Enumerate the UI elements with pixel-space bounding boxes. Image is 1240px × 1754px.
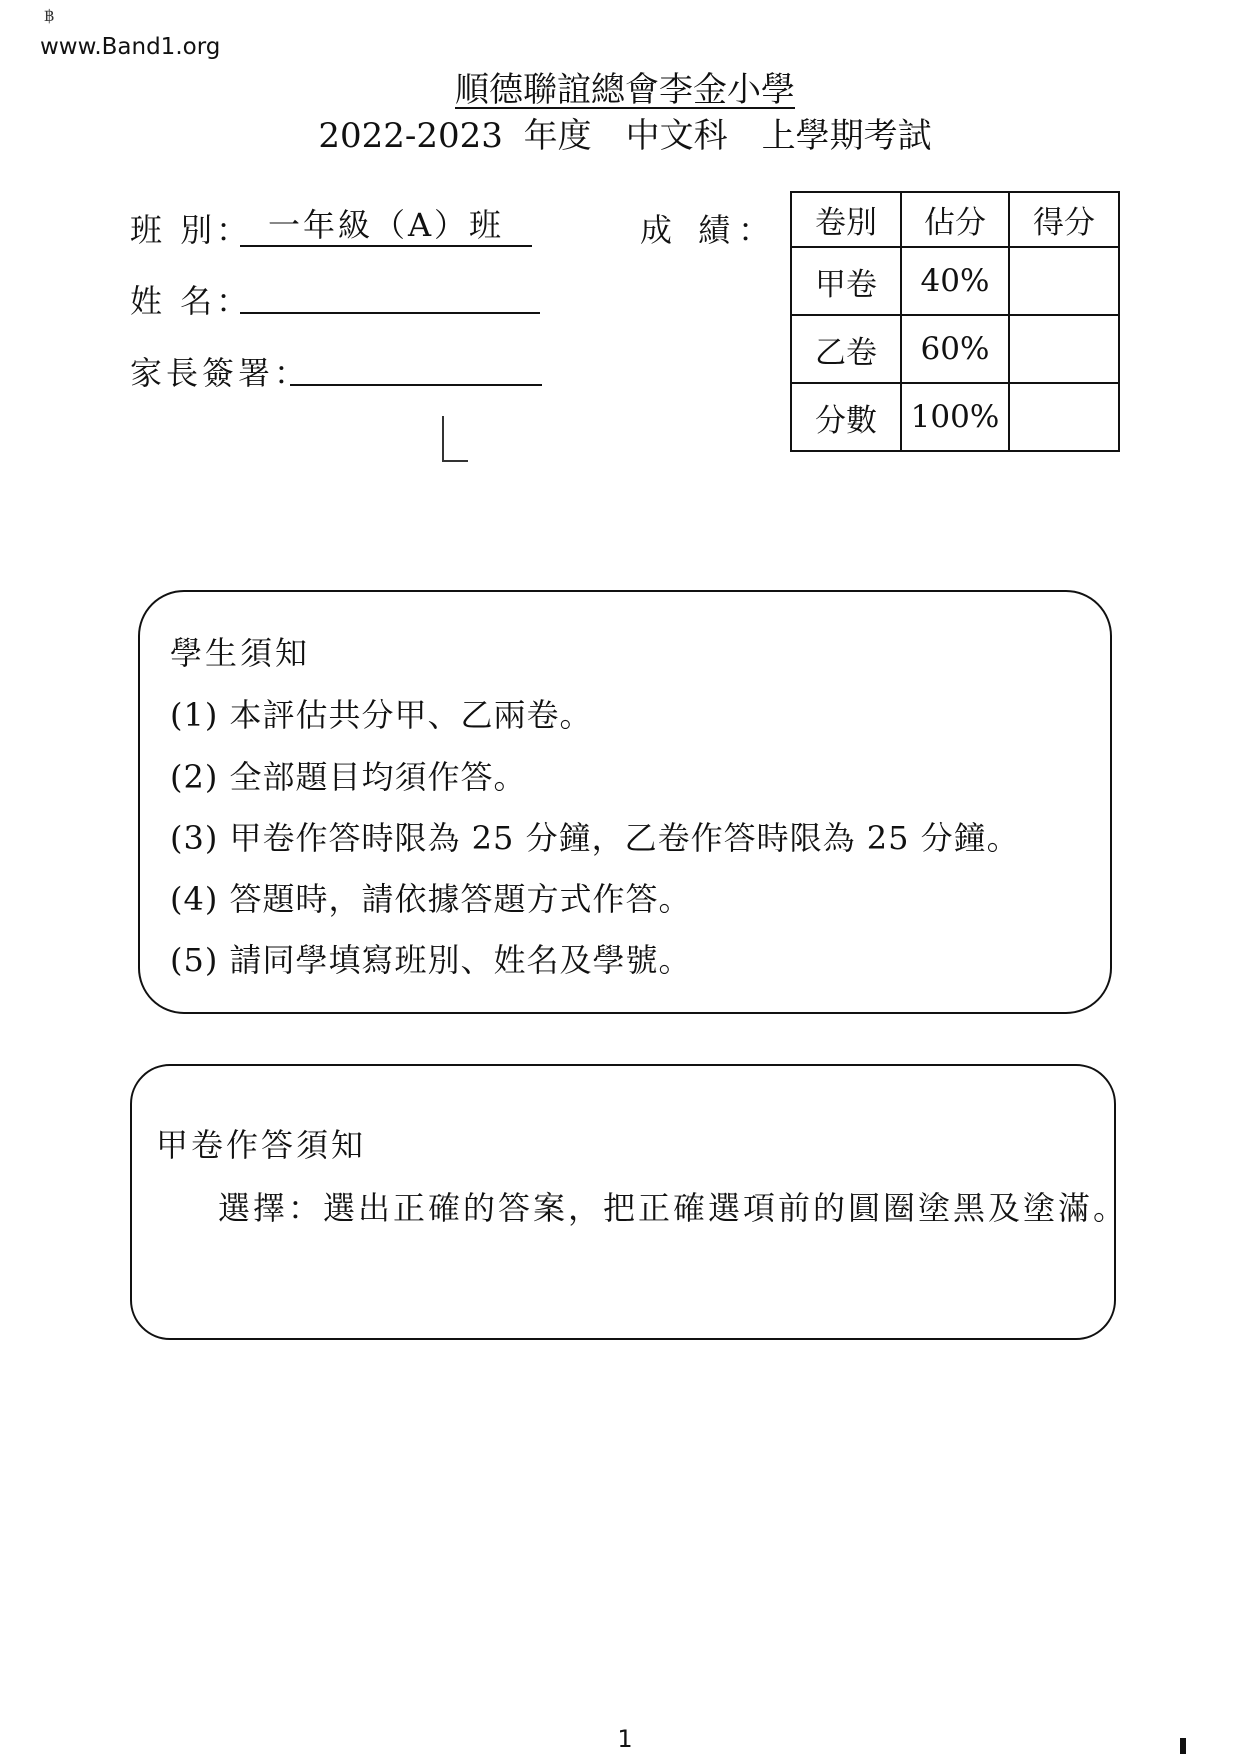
score-table bbox=[790, 191, 1120, 452]
score-table-header bbox=[791, 192, 1119, 247]
table-row bbox=[791, 315, 1119, 383]
weight-cell: 100% bbox=[901, 383, 1009, 451]
notice-item-2: (2) 全部題目均須作答。 bbox=[170, 758, 527, 796]
scan-edge-mark bbox=[1180, 1738, 1186, 1754]
header-weight: 佔分 bbox=[901, 192, 1009, 247]
score-label: 成 績： bbox=[640, 211, 779, 249]
paper-a-notice-title: 甲卷作答須知 bbox=[156, 1126, 367, 1164]
name-label: 姓 名： bbox=[130, 282, 253, 320]
notice-item-3: (3) 甲卷作答時限為 25 分鐘，乙卷作答時限為 25 分鐘。 bbox=[170, 819, 1020, 857]
paper-cell: 分數 bbox=[791, 383, 901, 451]
score-cell[interactable] bbox=[1009, 383, 1119, 451]
paper-cell: 乙卷 bbox=[791, 315, 901, 383]
header-score: 得分 bbox=[1009, 192, 1119, 247]
school-name bbox=[0, 62, 1240, 111]
scan-mark: ฿ bbox=[44, 6, 55, 25]
class-field[interactable]: 一年級（A）班 bbox=[240, 205, 532, 247]
page-number: 1 bbox=[617, 1725, 633, 1753]
table-row bbox=[791, 383, 1119, 451]
school-name-text: 順德聯誼總會李金小學 bbox=[455, 70, 795, 110]
corner-bracket-mark bbox=[442, 416, 468, 462]
signature-label: 家長簽署： bbox=[130, 354, 311, 392]
watermark-text: www.Band1.org bbox=[40, 34, 221, 60]
notice-item-1: (1) 本評估共分甲、乙兩卷。 bbox=[170, 696, 593, 734]
class-label: 班 別： bbox=[130, 211, 253, 249]
student-notice-title: 學生須知 bbox=[170, 634, 311, 672]
weight-cell: 60% bbox=[901, 315, 1009, 383]
weight-cell: 40% bbox=[901, 247, 1009, 315]
signature-field[interactable] bbox=[290, 348, 542, 386]
score-cell[interactable] bbox=[1009, 247, 1119, 315]
paper-a-notice-text: 選擇：選出正確的答案，把正確選項前的圓圈塗黑及塗滿。 bbox=[218, 1189, 1129, 1227]
notice-item-4: (4) 答題時，請依據答題方式作答。 bbox=[170, 880, 692, 918]
score-cell[interactable] bbox=[1009, 315, 1119, 383]
notice-item-5: (5) 請同學填寫班別、姓名及學號。 bbox=[170, 941, 692, 979]
header-paper: 卷別 bbox=[791, 192, 901, 247]
name-field[interactable] bbox=[240, 276, 540, 314]
exam-title: 2022-2023 年度 中文科 上學期考試 bbox=[318, 116, 932, 156]
table-row bbox=[791, 247, 1119, 315]
paper-cell: 甲卷 bbox=[791, 247, 901, 315]
